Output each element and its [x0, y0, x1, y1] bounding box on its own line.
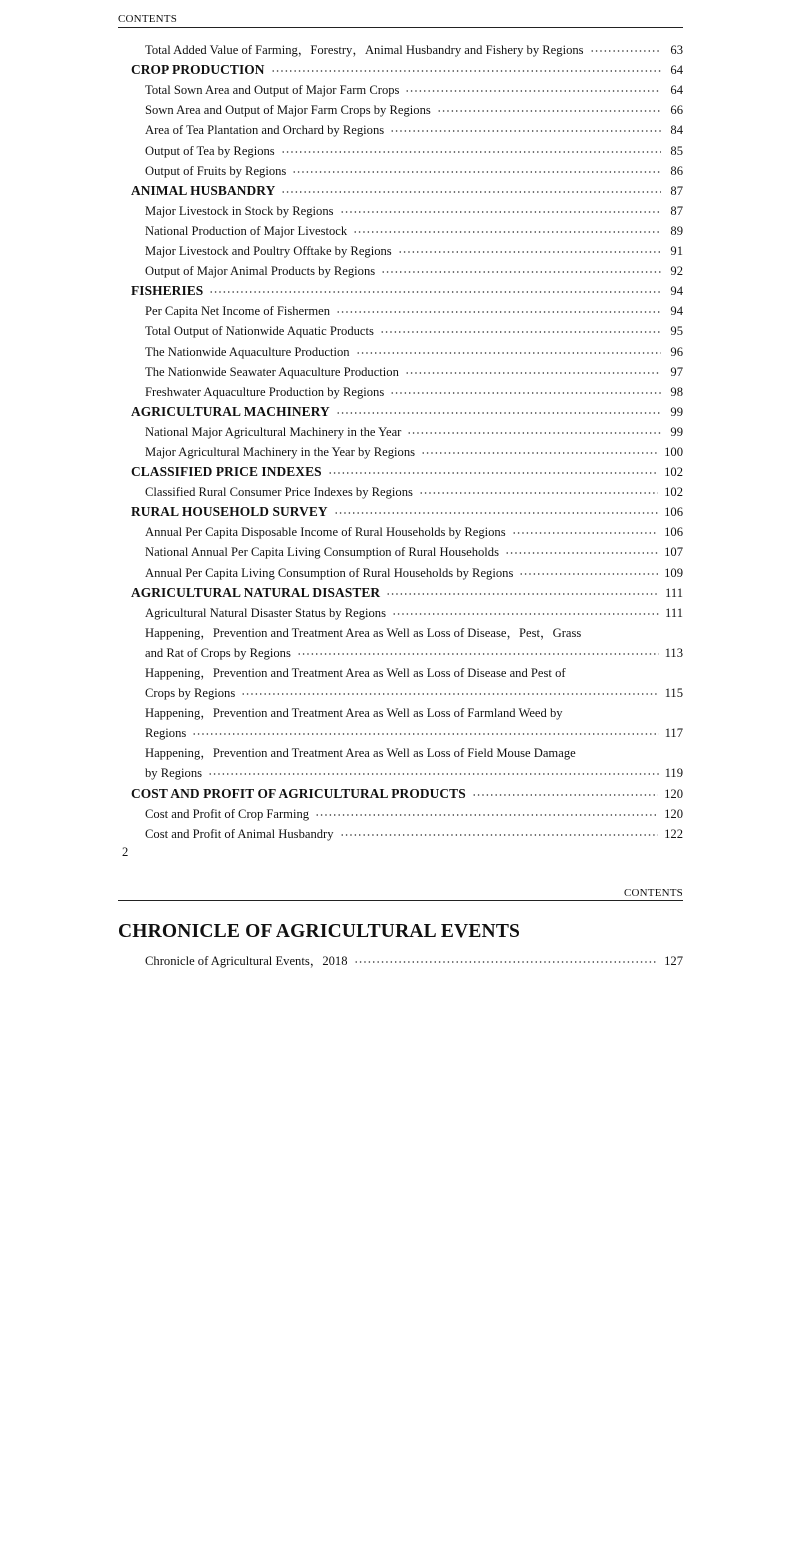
toc-page-number: 94 [670, 284, 683, 299]
toc-page-number: 95 [670, 324, 683, 339]
toc-page-number: 89 [670, 223, 683, 238]
toc-page-number: 127 [664, 954, 683, 969]
toc-entry-title: The Nationwide Aquaculture Production [145, 344, 350, 359]
dot-leader [405, 88, 661, 94]
dot-leader [353, 229, 661, 235]
dot-leader [315, 812, 658, 818]
toc-section-heading [118, 58, 683, 78]
dot-leader [340, 209, 661, 215]
toc-entry-title: Output of Tea by Regions [145, 143, 275, 158]
toc-page-number: 63 [670, 43, 683, 58]
toc-entry-title: Happening，Prevention and Treatment Area as Well as Loss of Disease，Pest，Grass [145, 625, 582, 640]
dot-leader [590, 48, 661, 54]
toc-section-heading [118, 279, 683, 299]
page-number: 2 [122, 845, 129, 859]
toc-section-heading [118, 400, 683, 420]
toc-page-number: 66 [670, 103, 683, 118]
toc-page-number: 106 [664, 525, 683, 540]
toc-page-number: 117 [664, 726, 683, 741]
toc-page-number: 122 [664, 826, 683, 841]
toc-page-number: 99 [670, 424, 683, 439]
toc-entry [118, 138, 683, 158]
dot-leader [354, 959, 659, 965]
dot-leader [505, 550, 658, 556]
toc-entry [118, 560, 683, 580]
toc-entry [118, 440, 683, 460]
toc-entry-title: AGRICULTURAL NATURAL DISASTER [131, 584, 381, 600]
toc-entry-title: Sown Area and Output of Major Farm Crops by Regions [145, 103, 431, 118]
running-head: CONTENTS [118, 0, 683, 28]
toc-entry-title: Total Added Value of Farming，Forestry，Animal Husbandry and Fishery by Regions [145, 43, 584, 58]
toc-page-number: 84 [670, 123, 683, 138]
toc-page-number: 96 [670, 344, 683, 359]
dot-leader [208, 771, 659, 777]
toc-page-number: 111 [665, 585, 683, 600]
toc-entry [118, 701, 683, 721]
toc-entry-title: Annual Per Capita Disposable Income of Rural Households by Regions [145, 525, 506, 540]
toc-page-number: 99 [670, 404, 683, 419]
toc-entry-title: CROP PRODUCTION [131, 62, 265, 78]
toc-entry [118, 802, 683, 822]
toc-page-number: 106 [664, 505, 683, 520]
toc-entry-title: COST AND PROFIT OF AGRICULTURAL PRODUCTS [131, 785, 466, 801]
toc-entry-title: ANIMAL HUSBANDRY [131, 182, 276, 198]
toc-entry-title: Chronicle of Agricultural Events，2018 [145, 954, 348, 969]
toc-page-number: 98 [670, 384, 683, 399]
toc-entry [118, 299, 683, 319]
toc-entry [118, 520, 683, 540]
toc-page-number: 94 [670, 304, 683, 319]
toc-page-number: 113 [664, 645, 683, 660]
toc-entry [118, 98, 683, 118]
toc-entry-title: Per Capita Net Income of Fishermen [145, 304, 331, 319]
dot-leader [421, 450, 658, 456]
dot-leader [209, 289, 661, 295]
toc-page-number: 102 [664, 485, 683, 500]
toc-page-number: 120 [664, 786, 683, 801]
toc-section-heading [118, 500, 683, 520]
toc-section-heading [118, 781, 683, 801]
dot-leader [271, 68, 661, 74]
toc-entry [118, 681, 683, 701]
toc-entry-title: CLASSIFIED PRICE INDEXES [131, 464, 322, 480]
dot-leader [407, 430, 661, 436]
toc-entry [118, 239, 683, 259]
toc-entry [118, 159, 683, 179]
toc-entry-title: Happening，Prevention and Treatment Area as Well as Loss of Disease and Pest of [145, 666, 566, 680]
toc-page-number: 64 [670, 83, 683, 98]
toc-entry [118, 721, 683, 741]
dot-leader [328, 470, 658, 476]
toc-entry-title: National Production of Major Livestock [145, 223, 348, 238]
running-head: CONTENTS [118, 876, 683, 901]
dot-leader [241, 691, 658, 697]
dot-leader [340, 832, 659, 838]
toc-section-heading [118, 179, 683, 199]
toc-entry-title: and Rat of Crops by Regions [145, 645, 291, 660]
toc-entry [118, 319, 683, 339]
dot-leader [390, 128, 661, 134]
toc-entry-title: by Regions [145, 766, 203, 781]
dot-leader [381, 269, 661, 275]
toc-entry-title: Output of Major Animal Products by Regions [145, 264, 376, 279]
dot-leader [336, 309, 661, 315]
dot-leader [334, 510, 658, 516]
toc-entry-title: Area of Tea Plantation and Orchard by Regions [145, 123, 385, 138]
toc-entry-title: FISHERIES [131, 283, 204, 299]
toc-page-number: 87 [670, 183, 683, 198]
toc-page-number: 109 [664, 565, 683, 580]
toc-entry-title: AGRICULTURAL MACHINERY [131, 403, 330, 419]
toc-page-number: 92 [670, 264, 683, 279]
dot-leader [336, 410, 661, 416]
toc-entry-title: Regions [145, 726, 187, 741]
toc-entry [118, 540, 683, 560]
toc-entry [118, 219, 683, 239]
toc-entry [118, 949, 683, 969]
toc-entry [118, 420, 683, 440]
toc-entry [118, 360, 683, 380]
dot-leader [356, 350, 661, 356]
toc-entry-title: Freshwater Aquaculture Production by Regions [145, 384, 385, 399]
toc-page-number: 87 [670, 203, 683, 218]
toc-entry-title: National Annual Per Capita Living Consumption of Rural Households [145, 545, 499, 560]
toc-entry-title: Happening，Prevention and Treatment Area as Well as Loss of Field Mouse Damage [145, 746, 576, 761]
toc-entry-title: Crops by Regions [145, 686, 236, 701]
toc-entry-title: National Major Agricultural Machinery in the Year [145, 424, 402, 439]
toc-page-number: 91 [670, 244, 683, 259]
toc-entry [118, 78, 683, 98]
toc-entry-title: Happening，Prevention and Treatment Area as Well as Loss of Farmland Weed by [145, 706, 563, 721]
toc-entry [118, 761, 683, 781]
dot-leader [419, 490, 658, 496]
toc-entry [118, 339, 683, 359]
contents-page-1 [118, 0, 683, 842]
toc-entry [118, 259, 683, 279]
toc-entry [118, 661, 683, 681]
toc-entry-title: Cost and Profit of Crop Farming [145, 806, 310, 821]
dot-leader [390, 390, 661, 396]
dot-leader [472, 792, 658, 798]
dot-leader [512, 530, 658, 536]
toc-page-number: 100 [664, 444, 683, 459]
toc-entry [118, 641, 683, 661]
toc-entry [118, 601, 683, 621]
toc-entry [118, 621, 683, 641]
toc-page-number: 97 [670, 364, 683, 379]
toc-entry-title: Classified Rural Consumer Price Indexes by Regions [145, 485, 413, 500]
toc-entry [118, 380, 683, 400]
toc-entry-title: Major Livestock in Stock by Regions [145, 203, 334, 218]
toc-entry-title: Major Livestock and Poultry Offtake by Regions [145, 244, 392, 259]
toc-entry [118, 199, 683, 219]
toc-entry-title: Annual Per Capita Living Consumption of Rural Households by Regions [145, 565, 514, 580]
toc-page-number: 115 [664, 686, 683, 701]
dot-leader [281, 189, 661, 195]
toc-section-heading [118, 581, 683, 601]
contents-page-2 [118, 876, 683, 969]
toc-entry [118, 822, 683, 842]
toc-page-number: 86 [670, 163, 683, 178]
dot-leader [392, 611, 659, 617]
dot-leader [437, 108, 661, 114]
toc-entry [118, 741, 683, 761]
toc-page-number: 119 [664, 766, 683, 781]
toc-page-number: 102 [664, 465, 683, 480]
toc-entry-title: Major Agricultural Machinery in the Year by Regions [145, 444, 416, 459]
dot-leader [281, 149, 661, 155]
toc-entry-title: Cost and Profit of Animal Husbandry [145, 826, 334, 841]
toc-entry-title: RURAL HOUSEHOLD SURVEY [131, 504, 328, 520]
dot-leader [405, 370, 661, 376]
toc-entry-title: The Nationwide Seawater Aquaculture Production [145, 364, 399, 379]
toc-entry [118, 480, 683, 500]
dot-leader [386, 591, 659, 597]
dot-leader [192, 731, 658, 737]
toc-list [118, 949, 683, 969]
chapter-heading: CHRONICLE OF AGRICULTURAL EVENTS [118, 921, 521, 942]
toc-section-heading [118, 460, 683, 480]
toc-entry-title: Total Sown Area and Output of Major Farm Crops [145, 83, 400, 98]
toc-page-number: 111 [665, 605, 683, 620]
dot-leader [297, 651, 659, 657]
toc-entry [118, 118, 683, 138]
toc-page-number: 120 [664, 806, 683, 821]
toc-page-number: 64 [670, 63, 683, 78]
dot-leader [292, 169, 661, 175]
toc-entry-title: Output of Fruits by Regions [145, 163, 287, 178]
toc-entry-title: Agricultural Natural Disaster Status by Regions [145, 605, 386, 620]
toc-page-number: 107 [664, 545, 683, 560]
toc-entry [118, 38, 683, 58]
toc-list [118, 38, 683, 842]
toc-page-number: 85 [670, 143, 683, 158]
dot-leader [519, 571, 658, 577]
dot-leader [398, 249, 661, 255]
dot-leader [380, 329, 661, 335]
toc-entry-title: Total Output of Nationwide Aquatic Products [145, 324, 374, 339]
